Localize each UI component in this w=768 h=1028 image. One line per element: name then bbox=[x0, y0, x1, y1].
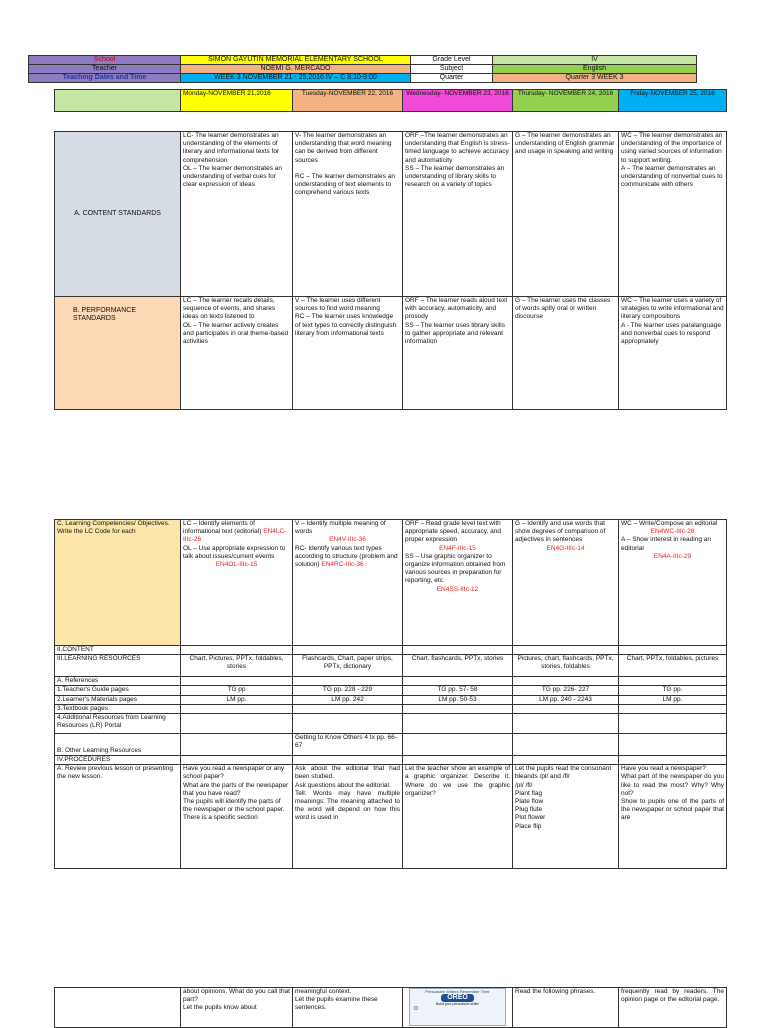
page2-label-cell bbox=[55, 988, 181, 1028]
day-wednesday: Wednesday- NOVEMBER 23, 2016 bbox=[403, 90, 513, 112]
lesson-table bbox=[54, 519, 727, 869]
page2-friday: frequently read by readers. The opinion page or the editorial page. bbox=[619, 988, 727, 1028]
subject-label: Subject bbox=[411, 65, 493, 74]
dates-value: WEEK 3 NOVEMBER 21 - 25,2016 IV – C 8:10-9:00 bbox=[181, 74, 411, 83]
content-standards-label: A. CONTENT STANDARDS bbox=[55, 132, 181, 297]
teacher-value: NOEMI G. MERCADO bbox=[181, 65, 411, 74]
references-cell bbox=[181, 677, 293, 686]
procedures-cell bbox=[181, 756, 293, 765]
other-resources-cell bbox=[403, 734, 513, 756]
other-resources-row-label: B. Other Learning Resources bbox=[55, 734, 181, 756]
lm-cell: LM pp. 50-53 bbox=[403, 695, 513, 704]
oreo-logo: OREO bbox=[441, 994, 474, 1002]
performance-standard-monday: LC – The learner recalls details, sequence of events, and shares ideas on texts listened to OL – The learner actively creates and participates in oral theme-based activities bbox=[181, 297, 293, 410]
lm-cell: LM pp. bbox=[181, 695, 293, 704]
teacher-label: Teacher bbox=[29, 65, 181, 74]
competency-tuesday: V – Identify multiple meaning of words EN4V-IIIc-36 RC- Identify various text types according to structure (problem and solution) EN4RC-IIIc-36 bbox=[293, 520, 403, 646]
resources-cell: Chart, PPTx, foldables, pictures bbox=[619, 655, 727, 677]
tg-row-label: 1.Teacher's Guide pages bbox=[55, 686, 181, 695]
performance-standard-wednesday: ORF – The learner reads aloud text with accuracy, automaticity, and prosody SS – The learner uses library skills to gather appropriate and relevant information bbox=[403, 297, 513, 410]
day-tuesday: Tuesday-NOVEMBER 22, 2016 bbox=[293, 90, 403, 112]
days-row-blank bbox=[55, 90, 181, 112]
subject-value: English bbox=[493, 65, 697, 74]
procedures-row-label: IV.PROCEDURES bbox=[55, 756, 181, 765]
header-table bbox=[28, 55, 697, 83]
procedures-cell bbox=[513, 756, 619, 765]
tg-cell: TG pp. 228 - 229 bbox=[293, 686, 403, 695]
day-monday: Monday-NOVEMBER 21,2016 bbox=[181, 90, 293, 112]
resources-cell: Flashcards, Chart, paper strips, PPTx, dictionary bbox=[293, 655, 403, 677]
references-row-label: A. References bbox=[55, 677, 181, 686]
competencies-label: C. Learning Competencies/ Objectives. Write the LC Code for each bbox=[55, 520, 181, 646]
resources-cell: Chart, Pictures, PPTx, foldables, stories bbox=[181, 655, 293, 677]
oreo-banner: Persuasive Writers Remember Their bbox=[425, 989, 490, 994]
page2-tuesday: meaningful context. Let the pupils examine these sentences. bbox=[293, 988, 403, 1028]
procedures-cell bbox=[293, 756, 403, 765]
procedures-cell bbox=[619, 756, 727, 765]
additional-cell bbox=[293, 714, 403, 734]
grade-value: IV bbox=[493, 56, 697, 65]
lm-cell: LM pp. bbox=[619, 695, 727, 704]
day-thursday: Thursday- NOVEMBER 24, 2016 bbox=[513, 90, 619, 112]
review-monday: Have you read a newspaper or any school paper? What are the parts of the newspaper that you have read? The pupils will identify the parts of the newspaper or the school paper. There is a specific section bbox=[181, 765, 293, 869]
oreo-subtitle: Build your persuasive skills! bbox=[436, 1002, 479, 1006]
tg-cell: TG pp. 57- 58 bbox=[403, 686, 513, 695]
review-friday: Have you read a newspaper? What part of the newspaper do you like to read the most? Why? Why not? Show to pupils one of the parts of the newspaper or school paper that are bbox=[619, 765, 727, 869]
lm-cell: LM pp. 242 bbox=[293, 695, 403, 704]
references-cell bbox=[513, 677, 619, 686]
content-standard-thursday: G – The learner demonstrates an understanding of English grammar and usage in speaking and writing bbox=[513, 132, 619, 297]
page2-thursday: Read the following phrases. bbox=[513, 988, 619, 1028]
performance-standards-label: B. PERFORMANCE STANDARDS bbox=[55, 297, 181, 410]
competency-monday: LC – Identify elements of informational text (editorial) EN4LC-IIIc-26 OL – Use appropriate expression to talk about issues/current events EN4OL-IIIc-15 bbox=[181, 520, 293, 646]
performance-standard-thursday: G – The learner uses the classes of words aptly oral or written discourse bbox=[513, 297, 619, 410]
page2-wednesday bbox=[403, 988, 513, 1028]
textbook-cell bbox=[513, 704, 619, 713]
textbook-cell bbox=[293, 704, 403, 713]
additional-cell bbox=[403, 714, 513, 734]
content-standard-monday: LC- The learner demonstrates an understanding of the elements of literary and informational texts for comprehension OL – The learner demonstrates an understanding of verbal cues for clear expression of ideas bbox=[181, 132, 293, 297]
content-row-label: II.CONTENT bbox=[55, 646, 181, 655]
standards-table bbox=[54, 131, 727, 410]
references-cell bbox=[619, 677, 727, 686]
competency-friday: WC – Write/Compose an editorial EN4WC-IIIc-28 A – Show interest in reading an editorial EN4A-IIIc-29 bbox=[619, 520, 727, 646]
grade-label: Grade Level bbox=[411, 56, 493, 65]
lm-cell: LM pp. 240 - 2243 bbox=[513, 695, 619, 704]
performance-standard-tuesday: V – The learner uses different sources to find word meaning RC – The learner uses knowledge of text types to correctly distinguish literary from informational texts bbox=[293, 297, 403, 410]
additional-cell bbox=[619, 714, 727, 734]
textbook-cell bbox=[181, 704, 293, 713]
review-wednesday: Let the teacher show an example of a graphic organizer. Describe it. Where do we use the graphic organizer? bbox=[403, 765, 513, 869]
references-cell bbox=[293, 677, 403, 686]
resources-cell: Chart, flashcards, PPTx, stories bbox=[403, 655, 513, 677]
page2-monday: about opinions. What do you call that part? Let the pupils know about bbox=[181, 988, 293, 1028]
content-standard-tuesday: V- The learner demonstrates an understanding that word meaning can be derived from different sources RC – The learner demonstrates an understanding of text elements to comprehend various texts bbox=[293, 132, 403, 297]
review-row-label: A. Review previous lesson or presenting the new lesson. bbox=[55, 765, 181, 869]
school-label: School bbox=[29, 56, 181, 65]
competency-wednesday: ORF – Read grade level text with appropriate speed, accuracy, and proper expression EN4F-IIIc-15 SS – Use graphic organizer to organize information obtained from various sources in preparation for reporting, etc. EN4SS-IIIc-12 bbox=[403, 520, 513, 646]
days-row bbox=[54, 89, 727, 112]
review-tuesday: Ask about the editorial that had been studied. Ask questions about the editorial. Tell: Words may have multiple meanings. The meaning attached to the word will depend on how this word is used in bbox=[293, 765, 403, 869]
other-resources-cell bbox=[513, 734, 619, 756]
textbook-row-label: 3.Textbook pages bbox=[55, 704, 181, 713]
performance-standard-friday: WC – The learner uses a variety of strategies to write informational and literary compositions A - The learner uses paralanguage and nonverbal cues to respond appropriately bbox=[619, 297, 727, 410]
quarter-value: Quarter 3 WEEK 3 bbox=[493, 74, 697, 83]
other-resources-cell: Getting to Know Others 4 tx pp. 66-67 bbox=[293, 734, 403, 756]
textbook-cell bbox=[619, 704, 727, 713]
other-resources-cell bbox=[181, 734, 293, 756]
day-friday: Friday-NOVEMBER 25, 2016 bbox=[619, 90, 727, 112]
oreo-line: O bbox=[414, 1006, 418, 1012]
content-standard-wednesday: ORF –The learner demonstrates an understanding that English is stress-timed language to achieve accuracy and automaticity SS – The learner demonstrates an understanding of library skills to research on a variety of topics bbox=[403, 132, 513, 297]
other-resources-cell bbox=[619, 734, 727, 756]
content-cell bbox=[513, 646, 619, 655]
additional-cell bbox=[181, 714, 293, 734]
content-cell bbox=[181, 646, 293, 655]
quarter-label: Quarter bbox=[411, 74, 493, 83]
school-value: SIMON GAYUTIN MEMORIAL ELEMENTARY SCHOOL bbox=[181, 56, 411, 65]
lm-row-label: 2.Learner's Materials pages bbox=[55, 695, 181, 704]
tg-cell: TG pp. bbox=[619, 686, 727, 695]
procedures-cell bbox=[403, 756, 513, 765]
additional-row-label: 4.Additional Resources from Learning Resources (LR) Portal bbox=[55, 714, 181, 734]
dates-label: Teaching Dates and Time bbox=[29, 74, 181, 83]
page2-table bbox=[54, 987, 727, 1028]
textbook-cell bbox=[403, 704, 513, 713]
oreo-poster-image bbox=[409, 988, 506, 1026]
content-standard-friday: WC – The learner demonstrates an understanding of the importance of using varied sources of information to support writing. A – The learner demonstrates an understanding of nonverbal cues to communicate with others bbox=[619, 132, 727, 297]
resources-row-label: III.LEARNING RESOURCES bbox=[55, 655, 181, 677]
tg-cell: TG pp. 226- 227 bbox=[513, 686, 619, 695]
references-cell bbox=[403, 677, 513, 686]
review-thursday: Let the pupils read the consonant bleands /pl/ and /fl/ /pl/ /fl/ Plant flag Plate flow Plug flute Plot flower Place flip bbox=[513, 765, 619, 869]
content-cell bbox=[403, 646, 513, 655]
tg-cell: TG pp bbox=[181, 686, 293, 695]
resources-cell: Pictures, chart, flashcards, PPTx, stories, foldables bbox=[513, 655, 619, 677]
content-cell bbox=[619, 646, 727, 655]
additional-cell bbox=[513, 714, 619, 734]
competency-thursday: G – Identify and use words that show degrees of comparison of adjectives in sentences EN4G-IIIc-14 bbox=[513, 520, 619, 646]
content-cell bbox=[293, 646, 403, 655]
